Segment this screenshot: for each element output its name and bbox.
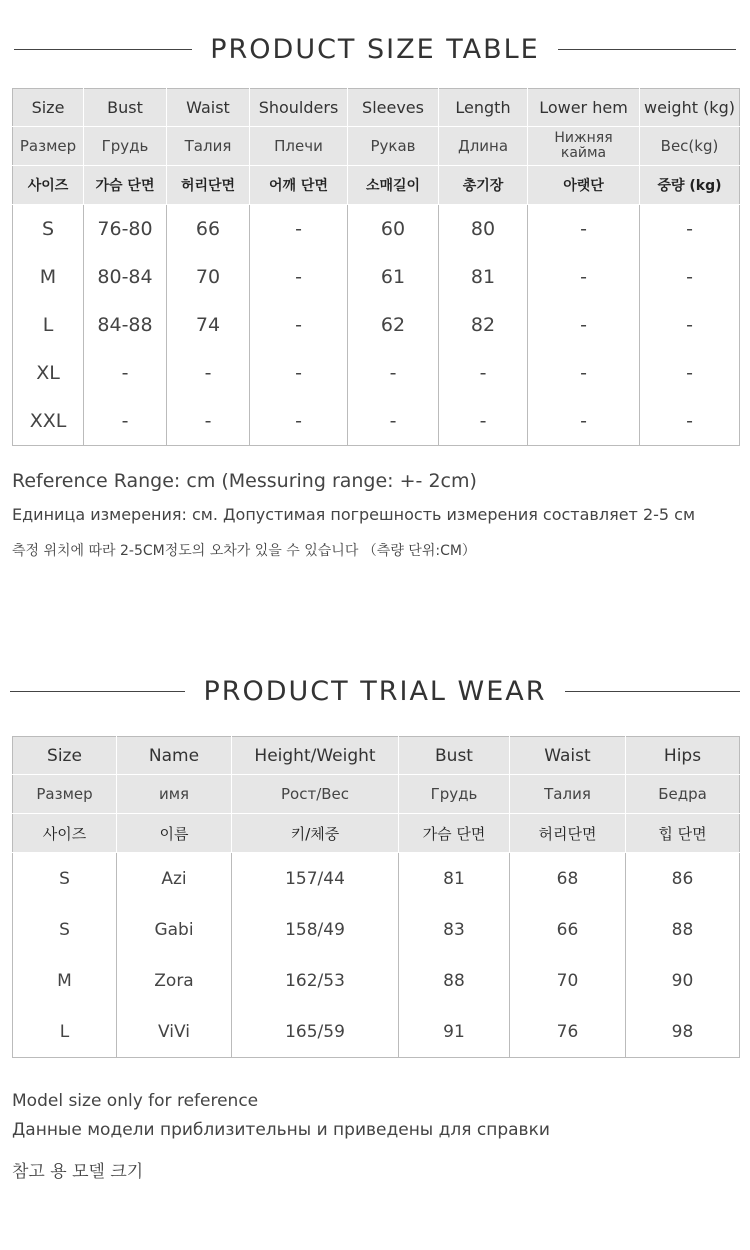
table-cell: 82 <box>439 301 528 349</box>
header-cell: 가슴 단면 <box>84 166 167 205</box>
heading-rule-left <box>10 691 185 692</box>
header-cell: Рукав <box>348 127 439 166</box>
size-table <box>12 88 740 446</box>
table-row <box>13 853 740 905</box>
size-note-en: Reference Range: cm (Messuring range: +- 2cm) <box>12 470 477 492</box>
header-cell: 키/체중 <box>232 814 399 853</box>
trial-note-ru: Данные модели приблизительны и приведены для справки <box>12 1120 550 1140</box>
table-cell: 76 <box>510 1006 626 1058</box>
size-table-heading <box>0 30 750 68</box>
table-row <box>13 253 740 301</box>
header-cell: Hips <box>626 737 740 775</box>
header-cell: Талия <box>167 127 250 166</box>
header-cell: Рост/Вес <box>232 775 399 814</box>
trial-header-row-en <box>13 737 740 775</box>
table-cell: L <box>13 1006 117 1058</box>
header-cell: 소매길이 <box>348 166 439 205</box>
header-cell: 어깨 단면 <box>250 166 348 205</box>
table-cell: XL <box>13 349 84 397</box>
table-cell: 62 <box>348 301 439 349</box>
table-cell: - <box>528 205 640 254</box>
trial-wear-heading <box>0 672 750 710</box>
header-cell: 허리단면 <box>167 166 250 205</box>
header-cell: Length <box>439 89 528 127</box>
header-cell: weight (kg) <box>640 89 740 127</box>
table-cell: 158/49 <box>232 904 399 955</box>
table-cell: - <box>250 397 348 446</box>
trial-wear-table <box>12 736 740 1058</box>
header-cell: имя <box>117 775 232 814</box>
header-cell: Bust <box>84 89 167 127</box>
size-note-ko: 측정 위치에 따라 2-5CM정도의 오차가 있을 수 있습니다 （측량 단위:CM） <box>12 543 476 559</box>
table-cell: Zora <box>117 955 232 1006</box>
header-cell: 사이즈 <box>13 166 84 205</box>
header-cell: Waist <box>510 737 626 775</box>
trial-wear-title: PRODUCT TRIAL WEAR <box>203 675 547 707</box>
table-cell: 80-84 <box>84 253 167 301</box>
table-cell: 61 <box>348 253 439 301</box>
table-cell: 91 <box>399 1006 510 1058</box>
table-row <box>13 397 740 446</box>
table-cell: L <box>13 301 84 349</box>
header-cell: Sleeves <box>348 89 439 127</box>
header-cell: Name <box>117 737 232 775</box>
table-cell: ViVi <box>117 1006 232 1058</box>
size-note-ru: Единица измерения: см. Допустимая погрешность измерения составляет 2-5 см <box>12 505 696 524</box>
table-cell: M <box>13 253 84 301</box>
table-cell: 60 <box>348 205 439 254</box>
header-cell: 아랫단 <box>528 166 640 205</box>
header-cell: Height/Weight <box>232 737 399 775</box>
header-cell: Размер <box>13 775 117 814</box>
table-cell: - <box>528 253 640 301</box>
table-cell: 162/53 <box>232 955 399 1006</box>
table-row <box>13 955 740 1006</box>
table-cell: 88 <box>626 904 740 955</box>
header-cell: 허리단면 <box>510 814 626 853</box>
header-cell: Size <box>13 737 117 775</box>
header-cell: Грудь <box>84 127 167 166</box>
table-cell: 80 <box>439 205 528 254</box>
table-row <box>13 349 740 397</box>
size-header-row-ko <box>13 166 740 205</box>
table-cell: - <box>84 397 167 446</box>
table-row <box>13 1006 740 1058</box>
table-cell: - <box>439 349 528 397</box>
size-table-title: PRODUCT SIZE TABLE <box>210 33 540 65</box>
table-cell: 66 <box>167 205 250 254</box>
table-cell: 74 <box>167 301 250 349</box>
table-cell: - <box>640 253 740 301</box>
table-cell: - <box>640 397 740 446</box>
trial-header-row-ru <box>13 775 740 814</box>
header-cell: Size <box>13 89 84 127</box>
table-cell: - <box>84 349 167 397</box>
table-cell: 98 <box>626 1006 740 1058</box>
trial-note-ko: 참고 용 모델 크기 <box>12 1162 144 1182</box>
table-cell: 66 <box>510 904 626 955</box>
table-cell: 81 <box>439 253 528 301</box>
table-cell: 70 <box>167 253 250 301</box>
table-cell: 81 <box>399 853 510 905</box>
table-cell: 68 <box>510 853 626 905</box>
heading-rule-left <box>14 49 192 50</box>
header-cell: Shoulders <box>250 89 348 127</box>
table-cell: 88 <box>399 955 510 1006</box>
table-cell: - <box>250 301 348 349</box>
table-cell: S <box>13 205 84 254</box>
size-header-row-en <box>13 89 740 127</box>
table-cell: Gabi <box>117 904 232 955</box>
table-cell: - <box>528 397 640 446</box>
table-cell: - <box>250 349 348 397</box>
table-row <box>13 205 740 254</box>
table-cell: - <box>167 349 250 397</box>
table-cell: S <box>13 904 117 955</box>
header-cell: Waist <box>167 89 250 127</box>
header-cell: Длина <box>439 127 528 166</box>
trial-note-en: Model size only for reference <box>12 1091 259 1111</box>
table-cell: 83 <box>399 904 510 955</box>
table-cell: 70 <box>510 955 626 1006</box>
table-cell: 86 <box>626 853 740 905</box>
table-cell: Azi <box>117 853 232 905</box>
table-cell: - <box>348 397 439 446</box>
header-cell: Размер <box>13 127 84 166</box>
table-cell: 84-88 <box>84 301 167 349</box>
table-cell: 165/59 <box>232 1006 399 1058</box>
header-cell: 사이즈 <box>13 814 117 853</box>
table-cell: - <box>640 205 740 254</box>
table-cell: - <box>250 205 348 254</box>
header-cell: 힙 단면 <box>626 814 740 853</box>
header-cell: 이름 <box>117 814 232 853</box>
header-cell: 총기장 <box>439 166 528 205</box>
header-cell: Плечи <box>250 127 348 166</box>
header-cell: Lower hem <box>528 89 640 127</box>
header-cell: Грудь <box>399 775 510 814</box>
table-cell: 90 <box>626 955 740 1006</box>
table-cell: - <box>250 253 348 301</box>
table-cell: S <box>13 853 117 905</box>
header-cell: Талия <box>510 775 626 814</box>
table-cell: - <box>439 397 528 446</box>
header-cell: Бедра <box>626 775 740 814</box>
table-cell: - <box>640 301 740 349</box>
heading-rule-right <box>558 49 736 50</box>
header-cell: Нижняя кайма <box>528 127 640 166</box>
header-cell: Вес(kg) <box>640 127 740 166</box>
trial-header-row-ko <box>13 814 740 853</box>
header-cell: 중량 (kg) <box>640 166 740 205</box>
table-cell: 157/44 <box>232 853 399 905</box>
table-cell: - <box>167 397 250 446</box>
table-cell: 76-80 <box>84 205 167 254</box>
table-cell: - <box>528 349 640 397</box>
table-row <box>13 904 740 955</box>
table-cell: - <box>348 349 439 397</box>
table-cell: - <box>528 301 640 349</box>
heading-rule-right <box>565 691 740 692</box>
table-cell: XXL <box>13 397 84 446</box>
table-cell: - <box>640 349 740 397</box>
table-row <box>13 301 740 349</box>
size-header-row-ru <box>13 127 740 166</box>
header-cell: Bust <box>399 737 510 775</box>
table-cell: M <box>13 955 117 1006</box>
header-cell: 가슴 단면 <box>399 814 510 853</box>
